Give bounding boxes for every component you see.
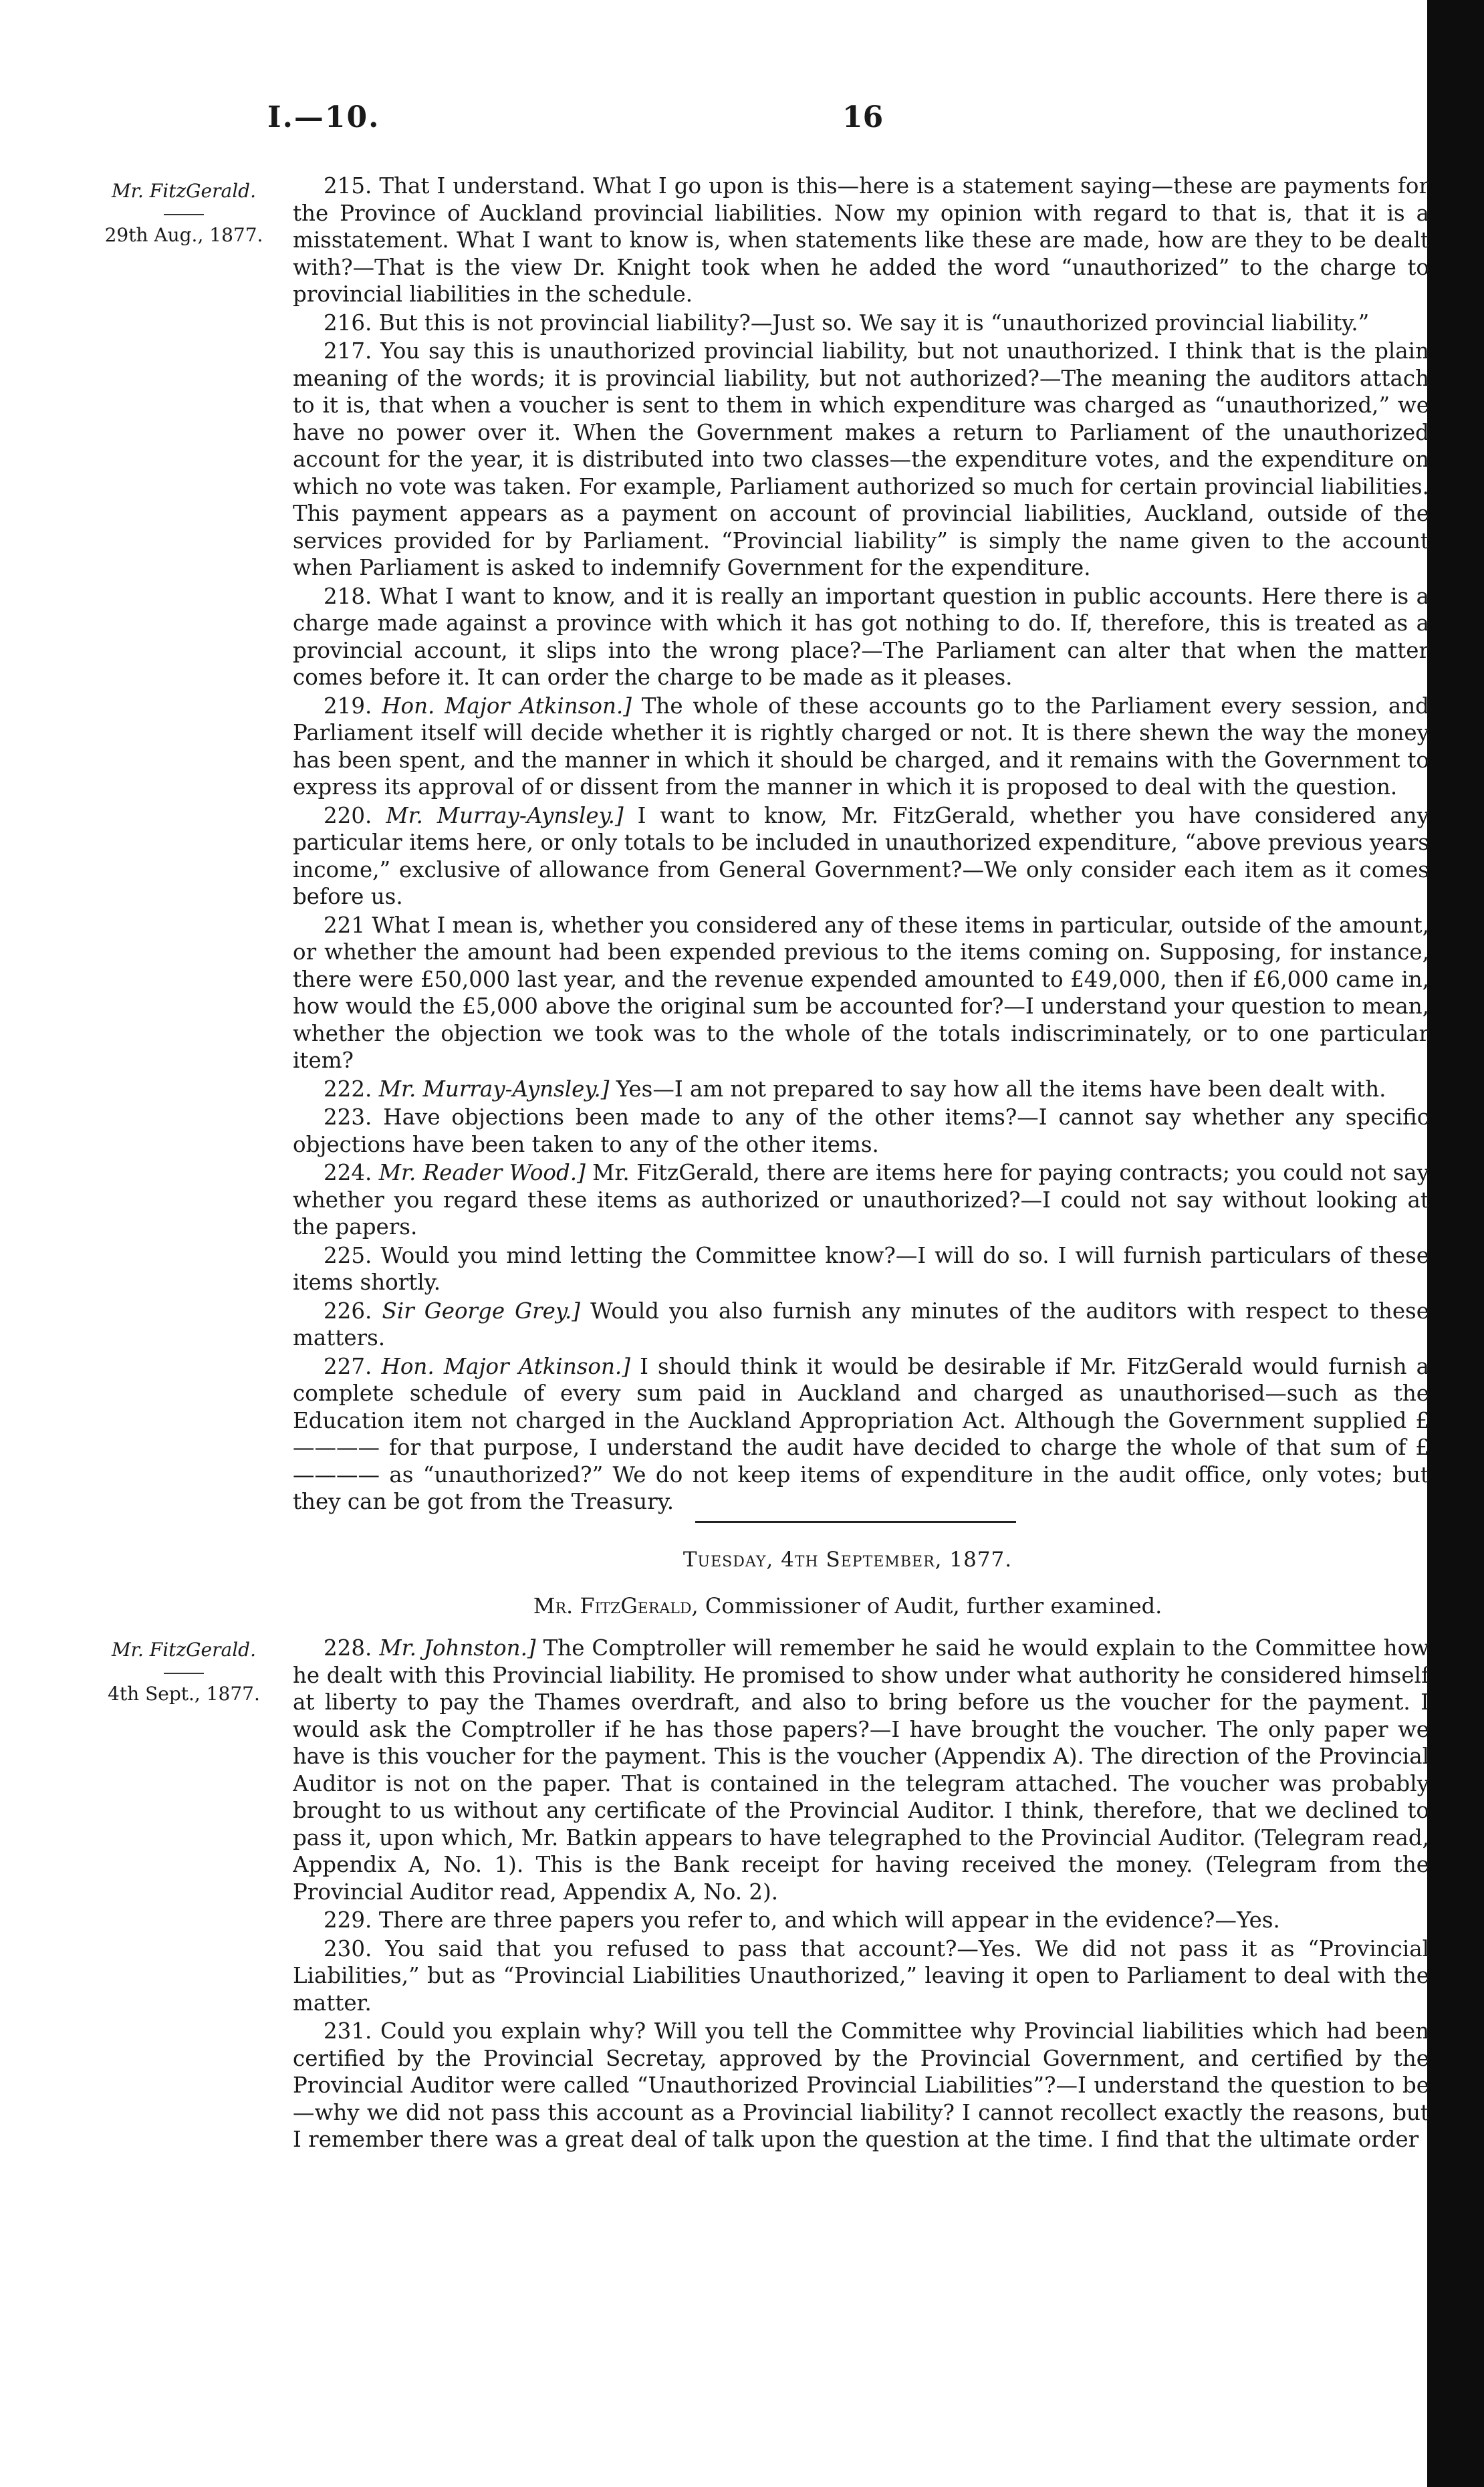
evidence-section-1 (293, 172, 1429, 1517)
question-paragraph: 228. Mr. Johnston.] The Comptroller will remember he said he would explain to the Committee how he dealt with this Provincial liability. He promised to show under what authority he considered himself at liberty to pay the Thames overdraft, and also to bring before us the voucher for the payment. I would ask the Comptroller if he has those papers?—I have brought the voucher. The only paper we have is this voucher for the payment. This is the voucher (Appendix A). The direction of the Provincial Auditor is not on the paper. That is contained in the telegram attached. The voucher was probably brought to us without any certificate of the Provincial Auditor. I think, therefore, that we declined to pass it, upon which, Mr. Batkin appears to have telegraphed to the Provincial Auditor. (Telegram read, Appendix A, No. 1). This is the Bank receipt for having received the money. (Telegram from the Provincial Auditor read, Appendix A, No. 2). (293, 1635, 1429, 1905)
question-paragraph: 218. What I want to know, and it is really an important question in public accounts. Here there is a charge made against a province with which it has got nothing to do. If, therefore, this is treated as a provincial account, it slips into the wrong place?—The Parliament can alter that when the matter comes before it. It can order the charge to be made as it pleases. (293, 583, 1429, 690)
question-paragraph: 226. Sir George Grey.] Would you also furnish any minutes of the auditors with respect to these matters. (293, 1298, 1429, 1350)
question-paragraph: 231. Could you explain why? Will you tell the Committee why Provincial liabilities which had been certified by the Provincial Secretay, approved by the Provincial Government, and certified by the Provincial Auditor were called “Unauthorized Provincial Liabilities”?—I understand the question to be—why we did not pass this account as a Provincial liability? I cannot recollect exactly the reasons, but I remember there was a great deal of talk upon the question at the time. I find that the ultimate order (293, 2018, 1429, 2152)
question-paragraph: 230. You said that you refused to pass that account?—Yes. We did not pass it as “Provincial Liabilities,” but as “Provincial Liabilities Unauthorized,” leaving it open to Parliament to deal with the matter. (293, 1935, 1429, 2016)
margin-note-date: 4th Sept., 1877. (108, 1683, 260, 1705)
margin-divider (164, 1673, 204, 1674)
margin-note-date: 29th Aug., 1877. (104, 224, 263, 246)
question-paragraph: 220. Mr. Murray-Aynsley.] I want to know, Mr. FitzGerald, whether you have considered any particular items here, or only totals to be included in unauthorized expenditure, “above previous years income,” exclusive of allowance from General Government?—We only consider each item as it comes before us. (293, 802, 1429, 909)
witness-line (293, 1593, 1402, 1619)
speaker-name: Mr. Reader Wood.] (378, 1160, 586, 1185)
question-paragraph: 227. Hon. Major Atkinson.] I should think it would be desirable if Mr. FitzGerald would furnish a complete schedule of every sum paid in Auckland and charged as unauthorised—such as the Education item not charged in the Auckland Appropriation Act. Although the Government supplied £———— for that purpose, I understand the audit have decided to charge the whole of that sum of £———— as “unauthorized?” We do not keep items of expenditure in the audit office, only votes; but they can be got from the Treasury. (293, 1353, 1429, 1514)
page-reference: I.—10. (267, 100, 380, 134)
speaker-name: Mr. Murray-Aynsley.] (378, 1076, 610, 1102)
margin-divider (164, 214, 204, 215)
margin-note-name: Mr. FitzGerald. (112, 1639, 256, 1661)
section-divider (695, 1521, 1016, 1523)
witness-name: Mr. FitzGerald, (533, 1593, 699, 1619)
question-paragraph: 224. Mr. Reader Wood.] Mr. FitzGerald, there are items here for paying contracts; you could not say whether you regard these items as authorized or unauthorized?—I could not say without looking at the papers. (293, 1160, 1429, 1239)
page-header (267, 100, 1404, 147)
page-number: 16 (842, 100, 884, 134)
evidence-section-2 (293, 1635, 1429, 2155)
scan-edge-bar (1427, 0, 1484, 2487)
margin-note-1 (100, 179, 267, 247)
margin-note-2 (100, 1638, 267, 1706)
question-paragraph: 216. But this is not provincial liability?—Just so. We say it is “unauthorized provincial liability.” (324, 310, 1370, 336)
question-paragraph: 225. Would you mind letting the Committee know?—I will do so. I will furnish particulars of these items shortly. (293, 1242, 1429, 1295)
question-paragraph: 223. Have objections been made to any of the other items?—I cannot say whether any specific objections have been taken to any of the other items. (293, 1104, 1429, 1157)
question-paragraph: 219. Hon. Major Atkinson.] The whole of these accounts go to the Parliament every session, and Parliament itself will decide whether it is rightly charged or not. It is there shewn the way the money has been spent, and the manner in which it should be charged, and it remains with the Government to express its approval of or dissent from the manner in which it is proposed to deal with the question. (293, 693, 1429, 800)
question-paragraph: 217. You say this is unauthorized provincial liability, but not unauthorized. I think that is the plain meaning of the words; it is provincial liability, but not authorized?—The meaning the auditors attach to it is, that when a voucher is sent to them in which expenditure was charged as “unauthorized,” we have no power over it. When the Government makes a return to Parliament of the unauthorized account for the year, it is distributed into two classes—the expenditure votes, and the expenditure on which no vote was taken. For example, Parliament authorized so much for certain provincial liabilities. This payment appears as a payment on account of provincial liabilities, Auckland, outside of the services provided for by Parliament. “Provincial liability” is simply the name given to the account when Parliament is asked to indemnify Government for the expenditure. (293, 338, 1429, 580)
speaker-name: Sir George Grey.] (382, 1298, 580, 1324)
question-paragraph: 221 What I mean is, whether you considered any of these items in particular, outside of the amount, or whether the amount had been expended previous to the items coming on. Supposing, for instance, there were £50,000 last year, and the revenue expended amounted to £49,000, then if £6,000 came in, how would the £5,000 above the original sum be accounted for?—I understand your question to mean, whether the objection we took was to the whole of the totals indiscriminately, or to one particular item? (293, 912, 1429, 1073)
question-paragraph: 229. There are three papers you refer to, and which will appear in the evidence?—Yes. (324, 1907, 1280, 1933)
question-paragraph: 215. That I understand. What I go upon is this—here is a statement saying—these are payments for the Province of Auckland provincial liabilities. Now my opinion with regard to that is, that it is a misstatement. What I want to know is, when statements like these are made, how are they to be dealt with?—That is the view Dr. Knight took when he added the word “unauthorized” to the charge to provincial liabilities in the schedule. (293, 173, 1429, 307)
sitting-date-heading: Tuesday, 4th September, 1877. (683, 1548, 1013, 1572)
speaker-name: Mr. Johnston.] (379, 1635, 536, 1661)
speaker-name: Hon. Major Atkinson.] (382, 693, 632, 719)
question-paragraph: 222. Mr. Murray-Aynsley.] Yes—I am not prepared to say how all the items have been dealt with. (324, 1076, 1386, 1102)
margin-note-name: Mr. FitzGerald. (112, 180, 256, 202)
witness-role: Commissioner of Audit, further examined. (705, 1593, 1162, 1619)
speaker-name: Hon. Major Atkinson.] (381, 1353, 630, 1379)
speaker-name: Mr. Murray-Aynsley.] (386, 802, 624, 828)
